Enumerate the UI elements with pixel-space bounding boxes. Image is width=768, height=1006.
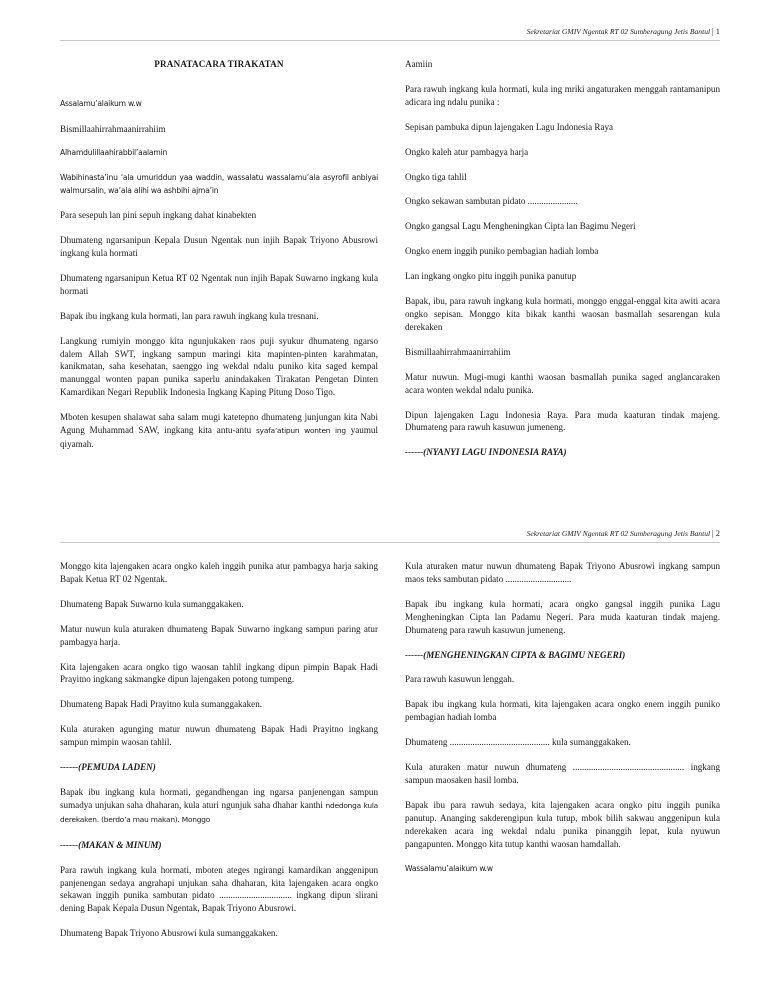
agenda-item: Sepisan pambuka dipun lajengaken Lagu Indonesia Raya — [405, 121, 614, 132]
paragraph: Para sesepuh lan pini sepuh ingkang dahat kinabekten — [60, 210, 257, 221]
agenda-item: Ongko tiga tahlil — [405, 171, 467, 182]
agenda-item: Ongko sekawan sambutan pidato ...................... — [405, 196, 578, 207]
document-title: PRANATACARA TIRAKATAN — [154, 59, 284, 69]
paragraph: Matur nuwun kula aturaken dhumateng Bapak Suwarno ingkang sampun paring atur pambagya harja. — [60, 623, 378, 647]
paragraph: Dhumateng Bapak Suwarno kula sumanggakaken. — [60, 598, 244, 609]
paragraph: Bapak ibu ingkang kula hormati, lan para rawuh ingkang kula tresnani. — [60, 310, 319, 321]
header-text: Sekretariat GMIV Ngentak RT 02 Sumberagung Jetis Bantul — [526, 27, 711, 36]
paragraph: Bismillaahirrahmaanirrahiim — [405, 346, 511, 357]
paragraph: Langkung rumiyin monggo kita ngunjukaken raos puji syukur dhumateng ngarso dalem Allah SWT, ingkang sampun maringi kita mapinten-pinten karahmatan, kanikmatan, saha kesehatan, saenggo ing wekdal ndalu puniko kita saged kempal manunggal wonten papan punika saperlu anindakaken Tirakatan Pengetan Dinten Kamardikan Negari Republik Indonesia Ingkang Kaping Pitung Doso Tigo. — [60, 335, 378, 398]
paragraph: Wabihinasta’inu ‘ala umuriddun yaa waddin, wassalatu wassalamu’ala asyrofil anbiyai walmursalin, wa’ala alihi wa ashbihi ajma’in — [60, 173, 378, 195]
paragraph: Matur nuwun. Mugi-mugi kanthi waosan basmallah punika saged anglancaraken acara wonten wekdal ndalu punika. — [405, 371, 720, 395]
paragraph: Monggo kita lajengaken acara ongko kaleh inggih punika atur pambagya harja saking Bapak Ketua RT 02 Ngentak. — [60, 561, 378, 584]
page-header — [527, 529, 720, 538]
stage-cue: ------(MAKAN & MINUM) — [60, 839, 162, 850]
paragraph: Dhumateng Bapak Triyono Abusrowi kula sumanggakaken. — [60, 928, 278, 939]
paragraph: Dhumateng Bapak Hadi Prayitno kula sumanggakaken. — [60, 699, 263, 710]
header-rule — [60, 40, 720, 41]
left-column — [60, 560, 378, 952]
stage-cue: ------(PEMUDA LADEN) — [60, 762, 156, 773]
header-rule — [60, 542, 720, 543]
paragraph: Assalamu’alaikum w.w — [60, 98, 142, 108]
paragraph: Para rawuh ingkang kula hormati, mboten ateges ngirangi kamardikan anggenipun panjenengan sedaya angrahapi unjukan saha dhaharan, kita lajengaken acara ongko sekawan inggih punika sambutan pidato ................................ ingkang dipun slirani dening Bapak Kepala Dusun Ngentak, Bapak Triyono Abusrowi. — [60, 864, 378, 914]
paragraph: Dhumateng ngarsanipun Ketua RT 02 Ngentak nun injih Bapak Suwarno ingkang kula hormati — [60, 272, 378, 296]
paragraph: Wassalamu’alaikum w.w — [405, 863, 493, 873]
paragraph: Dhumateng ............................................ kula sumanggakaken. — [405, 737, 631, 748]
left-column — [60, 58, 378, 463]
paragraph: Bapak, ibu, para rawuh ingkang kula hormati, monggo enggal-enggal kita awiti acara ongko sepisan. Monggo kita bikak kanthi waosan basmallah sesarengan kula derekaken — [405, 296, 720, 332]
paragraph: Kita lajengaken acara ongko tigo waosan tahlil ingkang dipun pimpin Bapak Hadi Prayitno ingkang sakmangke dipun lajengaken potong tumpeng. — [60, 661, 378, 685]
page-header — [527, 27, 720, 36]
paragraph: Kula aturaken agunging matur nuwun dhumateng Bapak Hadi Prayitno ingkang sampun mimpin waosan tahlil. — [60, 724, 378, 748]
agenda-item: Ongko enem inggih puniko pembagian hadiah lomba — [405, 246, 599, 257]
paragraph — [60, 786, 378, 827]
page-number: | 1 — [712, 27, 720, 36]
agenda-item: Lan ingkang ongko pitu inggih punika panutup — [405, 271, 577, 282]
paragraph: Bapak ibu para rawuh sedaya, kita lajengaken acara ongko pitu inggih punika panutup. Ananging sakderengipun kula tutup, mbok bilih sakwau anggenipun kula nderekaken acara ing wekdal ndalu punika pinanggih lepat, kula nyuwun pangapunten. Monggo kita tutup kanthi waosan hamdallah. — [405, 799, 720, 849]
paragraph: Kula aturaken matur nuwun dhumateng Bapak Triyono Abusrowi ingkang sampun maos teks sambutan pidato ............................. — [405, 561, 720, 584]
right-column — [405, 560, 720, 887]
document-page-2 — [0, 500, 768, 1006]
paragraph-text: yaumul qiyamah. — [60, 425, 378, 449]
paragraph: Dhumateng ngarsanipun Kepala Dusun Ngentak nun injih Bapak Triyono Abusrowi ingkang kula hormati — [60, 235, 378, 258]
paragraph-text: Bapak ibu ingkang kula hormati, gegandhengan ing ngarsa panjenengan sampun sumadya unjukan saha dhaharan, kula aturi ngunjuk saha dhahar kanthi — [60, 786, 378, 810]
page-number: | 2 — [712, 529, 720, 538]
document-page-1 — [0, 0, 768, 500]
paragraph: Alhamdulillaahirabbil’aalamin — [60, 148, 168, 158]
right-column — [405, 58, 720, 471]
paragraph: Dipun lajengaken Lagu Indonesia Raya. Para muda kaaturan tindak majeng. Dhumateng para rawuh kasuwun jumeneng. — [405, 409, 720, 433]
paragraph: Para rawuh ingkang kula hormati, kula ing mriki angaturaken menggah rantamanipun adicara ing ndalu punika : — [405, 83, 720, 107]
paragraph: Bapak ibu ingkang kula hormati, acara ongko gangsal inggih punika Lagu Mengheningkan Cipta lan Padamu Negeri. Para muda kaaturan tindak majeng. Dhumateng para rawuh kasuwun jumeneng. — [405, 598, 720, 635]
agenda-item: Ongko gangsal Lagu Mengheningkan Cipta lan Bagimu Negeri — [405, 221, 636, 232]
paragraph: Para rawuh kasuwun lenggah. — [405, 674, 515, 685]
paragraph — [60, 411, 378, 451]
paragraph-handwritten-text: ndedonga kula derekaken. (berdo’a mau makan). Monggo — [60, 800, 379, 824]
header-text: Sekretariat GMIV Ngentak RT 02 Sumberagung Jetis Bantul — [526, 529, 711, 538]
agenda-item: Ongko kaleh atur pambagya harja — [405, 146, 529, 157]
paragraph: Aamiin — [405, 59, 433, 69]
paragraph: Bapak ibu ingkang kula hormati, kita lajengaken acara ongko enem inggih puniko pembagian hadiah lomba — [405, 699, 720, 723]
stage-cue: ------(MENGHENINGKAN CIPTA & BAGIMU NEGERI) — [405, 649, 626, 660]
paragraph-handwritten-text: syafa’atipun wonten ing — [256, 426, 346, 436]
paragraph: Kula aturaken matur nuwun dhumateng ................................................. ingkang sampun maosaken hasil lomba. — [405, 762, 720, 785]
stage-cue: ------(NYANYI LAGU INDONESIA RAYA) — [405, 447, 567, 458]
paragraph-text: Mboten kesupen shalawat saha salam mugi katetepno dhumateng junjungan kita Nabi Agung Muhammad SAW, ingkang kita antu-antu — [60, 412, 378, 436]
paragraph: Bismillaahirrahmaanirrahiim — [60, 123, 166, 134]
